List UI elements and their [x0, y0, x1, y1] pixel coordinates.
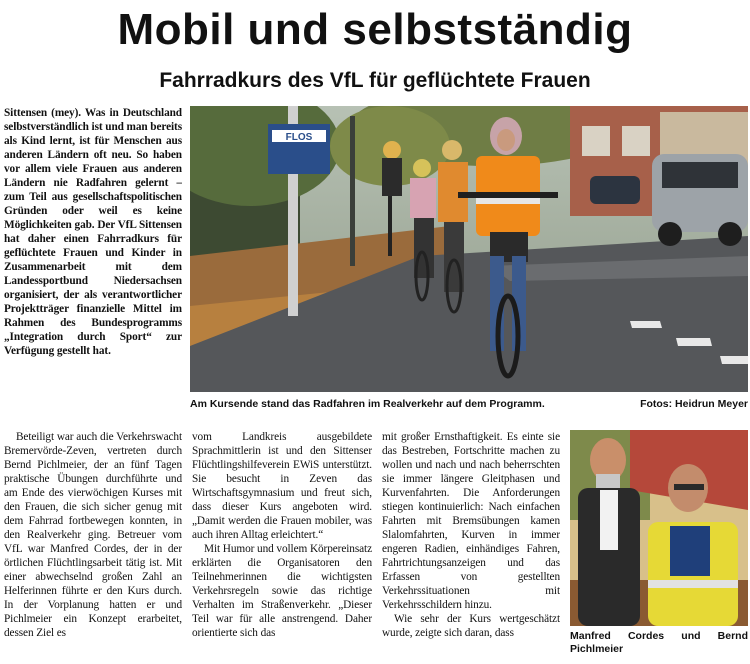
col1-paragraph: Beteiligt war auch die Verkehrswacht Bremervörde-Zeven, vertreten durch Bernd Pichlmeier, der an fünf Tagen praktische Übungen durchführte und am Ende des vierwöchigen Kurses mit den Frauen, die sich sicher genug mit dem Fahrrad fortbewegen konnten, in den Realverkehr ging. Betreuer vom VfL war Manfred Cordes, der in der örtlichen Flüchtlingsarbeit tätig ist. Mit einer abwechselnd großen Zahl an Helferinnen führte er den Kurs durch. In der Vorplanung hatten er und Pichlmeier ein Konzept erarbeitet, dessen Ziel es — [4, 431, 182, 639]
two-men-photo — [570, 430, 748, 626]
column-2 — [192, 430, 372, 664]
col2-paragraph-2: Mit Humor und vollem Körpereinsatz erklärten die Organisatoren den Teilnehmerinnen die wichtigsten Verkehrsregeln sowie das richtige Verhalten im Straßenverkehr. „Dieser Teil war für alle anstrengend. Daher orientierte sich das — [192, 543, 372, 639]
side-photo-caption: Manfred Cordes und Bernd Pichlmeier — [570, 630, 748, 655]
column-1 — [4, 430, 182, 664]
caption-text: Am Kursende stand das Radfahren im Realverkehr auf dem Programm. — [190, 398, 545, 410]
col2-paragraph-1: vom Landkreis ausgebildete Sprachmittlerin ist und den Sittenser Flüchtlingshilfeverein EWiS unterstützt. Sie besucht in Zeven das Wirtschaftsgymnasium und freut sich, dass dieser Kurs angeboten wird. „Damit werden die Frauen mobiler, was auch ihren Alltag erleichtert.“ — [192, 431, 372, 541]
lead-text: Sittensen (mey). Was in Deutschland selbstverständlich ist und man bereits als Kind lernt, ist für Menschen aus anderen Ländern oft neu. So haben vor allem viele Frauen aus anderen Ländern nie Radfahren gelernt – zum Teil aus gesellschaftspolitischen Gründen oder weil es keine Möglichkeiten gab. Der VfL Sittensen hat daher einen Fahrradkurs für geflüchtete Frauen und Kinder in Zusammenarbeit mit dem Landessportbund Niedersachsen organisiert, der als verantwortlicher Projektträger finanzielle Mittel im Rahmen des Bundesprogramms „Integration durch Sport“ zur Verfügung gestellt hat. — [4, 107, 182, 357]
col3-paragraph-1: mit großer Ernsthaftigkeit. Es einte sie das Bestreben, Fortschritte machen zu wollen und nach und nach beherrschten sie immer längere Gleitphasen und Kurvenfahrten. Die Anforderungen stiegen kontinuierlich: Nach einfachen Fahrten mit Bremsübungen kamen Slalomfahrten, Kurven in immer engeren Radien, einhändiges Fahren, Fahrtrichtungsanzeigen und das Erfassen von gestellten Verkehrssituationen mit Verkehrsschildern hinzu. — [382, 431, 560, 611]
subheadline: Fahrradkurs des VfL für geflüchtete Frauen — [159, 69, 591, 92]
shop-sign-text: FLOS — [285, 132, 313, 143]
cyclists-photo — [190, 106, 748, 392]
column-3 — [382, 430, 560, 664]
headline: Mobil und selbstständig — [117, 5, 633, 54]
main-photo — [190, 106, 748, 392]
side-photo — [570, 430, 748, 626]
col3-paragraph-2: Wie sehr der Kurs wertgeschätzt wurde, zeigte sich daran, dass — [382, 613, 560, 639]
main-photo-caption — [190, 397, 748, 411]
photo-credit: Fotos: Heidrun Meyer — [640, 398, 748, 410]
lead-paragraph — [4, 106, 182, 416]
